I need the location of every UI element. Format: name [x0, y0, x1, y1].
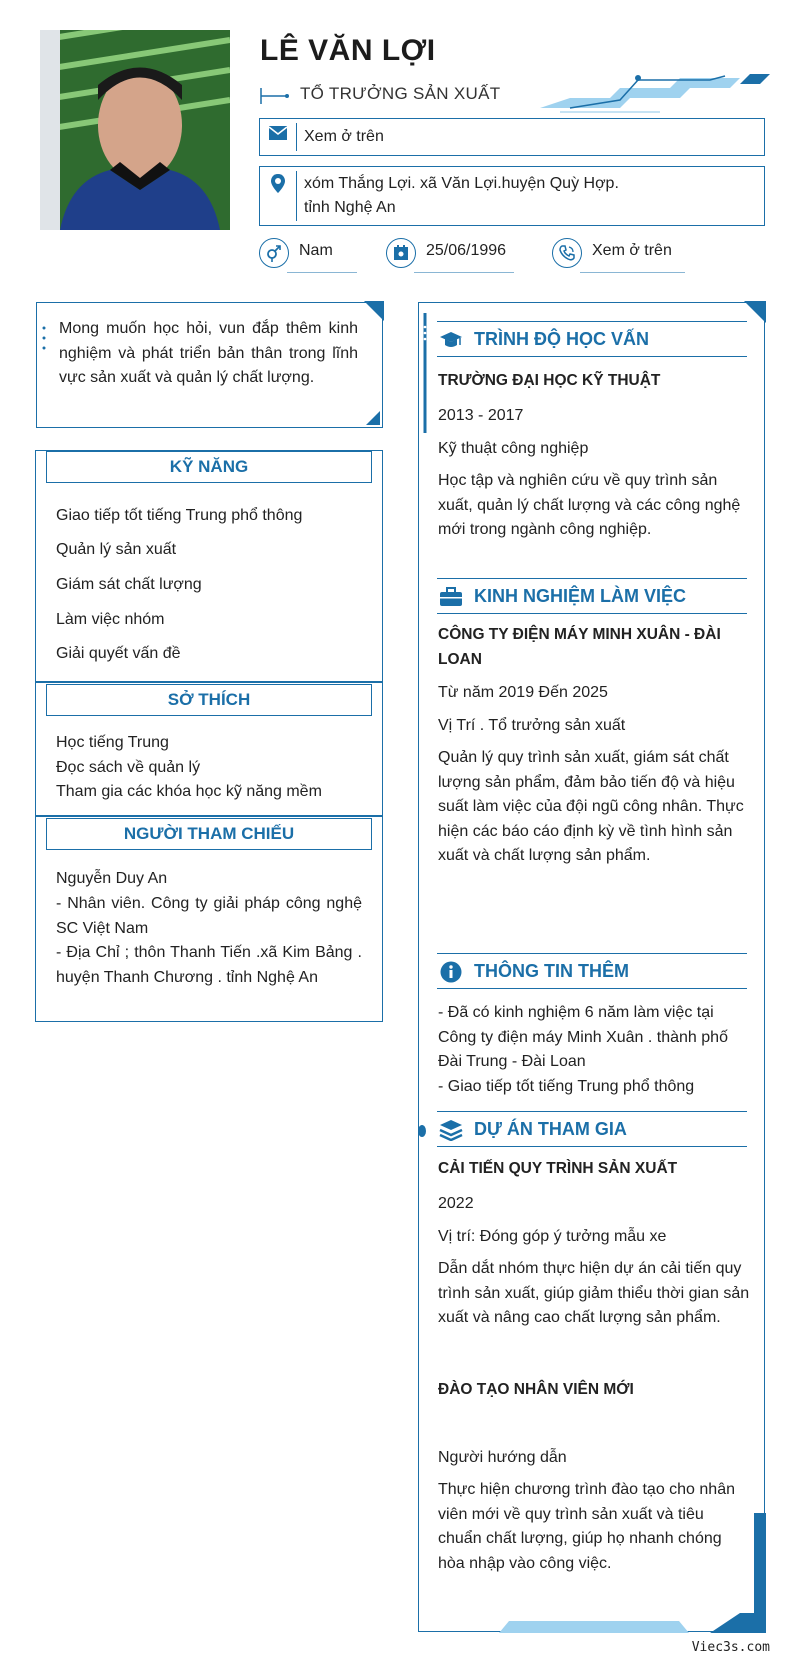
project-1-role: Vị trí: Đóng góp ý tưởng mẫu xe [438, 1228, 667, 1245]
references-heading: NGƯỜI THAM CHIẾU [46, 818, 372, 850]
project-1-year: 2022 [438, 1195, 474, 1212]
skills-heading: KỸ NĂNG [46, 451, 372, 483]
career-objective-box [36, 302, 383, 428]
objective-text: Mong muốn học hỏi, vun đắp thêm kinh nghiệm và phát triển bản thân trong lĩnh vực sản xuất và quản lý chất lượng. [59, 320, 358, 386]
email-value[interactable]: Xem ở trên [304, 128, 384, 145]
graduation-cap-icon [439, 329, 463, 351]
skill-item: Giám sát chất lượng [56, 576, 202, 593]
experience-role: Vị Trí . Tổ trưởng sản xuất [438, 717, 626, 734]
divider [36, 681, 382, 683]
info-icon [439, 961, 463, 983]
projects-heading: DỰ ÁN THAM GIA [474, 1119, 627, 1139]
location-pin-icon [260, 167, 296, 225]
hobby-item: Học tiếng Trung [56, 734, 169, 751]
reference-address: - Địa Chỉ ; thôn Thanh Tiến .xã Kim Bảng . huyện Thanh Chương . tỉnh Nghệ An [56, 944, 362, 986]
additional-heading-bar [437, 953, 747, 989]
title-line-icon [260, 86, 290, 106]
education-description: Học tập và nghiên cứu về quy trình sản xuất, quản lý chất lượng và các công nghệ mới trong ngành công nghiệp. [438, 472, 741, 538]
mail-icon [260, 119, 296, 155]
left-column [35, 450, 383, 1022]
experience-company: CÔNG TY ĐIỆN MÁY MINH XUÂN - ĐÀI LOAN [438, 626, 721, 668]
hobby-item: Đọc sách về quản lý [56, 759, 201, 776]
footer-watermark: Viec3s.com [691, 1640, 770, 1655]
gender-info [259, 238, 369, 274]
additional-line-1: - Đã có kinh nghiệm 6 năm làm việc tại Công ty điện máy Minh Xuân . thành phố Đài Trung - Đài Loan [438, 1004, 728, 1070]
candidate-name: LÊ VĂN LỢI [260, 34, 436, 67]
right-column [418, 302, 765, 1632]
project-2-name: ĐÀO TẠO NHÂN VIÊN MỚI [438, 1381, 634, 1398]
experience-period: Từ năm 2019 Đến 2025 [438, 684, 608, 701]
phone-info [552, 238, 692, 274]
avatar-photo [40, 30, 230, 230]
birthday-info [386, 238, 516, 274]
experience-description: Quản lý quy trình sản xuất, giám sát chất lượng sản phẩm, đảm bảo tiến độ và hiệu suất làm việc của đội ngũ công nhân. Thực hiện các báo cáo định kỳ về tình hình sản xuất và chất lượng sản phẩm. [438, 749, 744, 864]
layers-icon [439, 1119, 463, 1141]
gender-icon [259, 238, 289, 268]
project-1-name: CẢI TIẾN QUY TRÌNH SẢN XUẤT [438, 1160, 678, 1177]
additional-line-2: - Giao tiếp tốt tiếng Trung phổ thông [438, 1078, 695, 1095]
skill-item: Quản lý sản xuất [56, 541, 177, 558]
project-2-description: Thực hiện chương trình đào tạo cho nhân viên mới về quy trình sản xuất và tiêu chuẩn chất lượng, giúp họ nhanh chóng hòa nhập vào công việc. [438, 1481, 735, 1572]
address-line-2: tỉnh Nghệ An [304, 199, 396, 216]
address-line-1: xóm Thắng Lợi. xã Văn Lợi.huyện Quỳ Hợp. [304, 175, 619, 192]
phone-value[interactable]: Xem ở trên [592, 242, 672, 259]
divider [36, 815, 382, 817]
gender-value: Nam [299, 242, 333, 259]
skill-item: Làm việc nhóm [56, 611, 165, 628]
education-school: TRƯỜNG ĐẠI HỌC KỸ THUẬT [438, 372, 661, 389]
project-1-description: Dẫn dắt nhóm thực hiện dự án cải tiến quy trình sản xuất, giúp giảm thiểu thời gian sản xuất và nâng cao chất lượng sản phẩm. [438, 1260, 750, 1326]
experience-heading-bar [437, 578, 747, 614]
hobbies-heading: SỞ THÍCH [46, 684, 372, 716]
calendar-icon [386, 238, 416, 268]
education-years: 2013 - 2017 [438, 407, 524, 424]
education-heading: TRÌNH ĐỘ HỌC VẤN [474, 329, 649, 349]
projects-heading-bar [437, 1111, 747, 1147]
project-2-role: Người hướng dẫn [438, 1449, 567, 1466]
skill-item: Giao tiếp tốt tiếng Trung phổ thông [56, 507, 303, 524]
job-title: TỔ TRƯỞNG SẢN XUẤT [300, 84, 501, 103]
reference-name: Nguyễn Duy An [56, 870, 168, 887]
experience-heading: KINH NGHIỆM LÀM VIỆC [474, 586, 687, 606]
education-heading-bar [437, 321, 747, 357]
address-box [259, 166, 765, 226]
phone-icon [552, 238, 582, 268]
briefcase-icon [439, 586, 463, 608]
hobby-item: Tham gia các khóa học kỹ năng mềm [56, 783, 322, 800]
birthday-value: 25/06/1996 [426, 242, 507, 259]
email-box [259, 118, 765, 156]
additional-heading: THÔNG TIN THÊM [474, 961, 629, 981]
reference-position: - Nhân viên. Công ty giải pháp công nghệ SC Việt Nam [56, 895, 362, 937]
header-decoration [540, 70, 770, 114]
skill-item: Giải quyết vấn đề [56, 645, 181, 662]
education-major: Kỹ thuật công nghiệp [438, 440, 589, 457]
